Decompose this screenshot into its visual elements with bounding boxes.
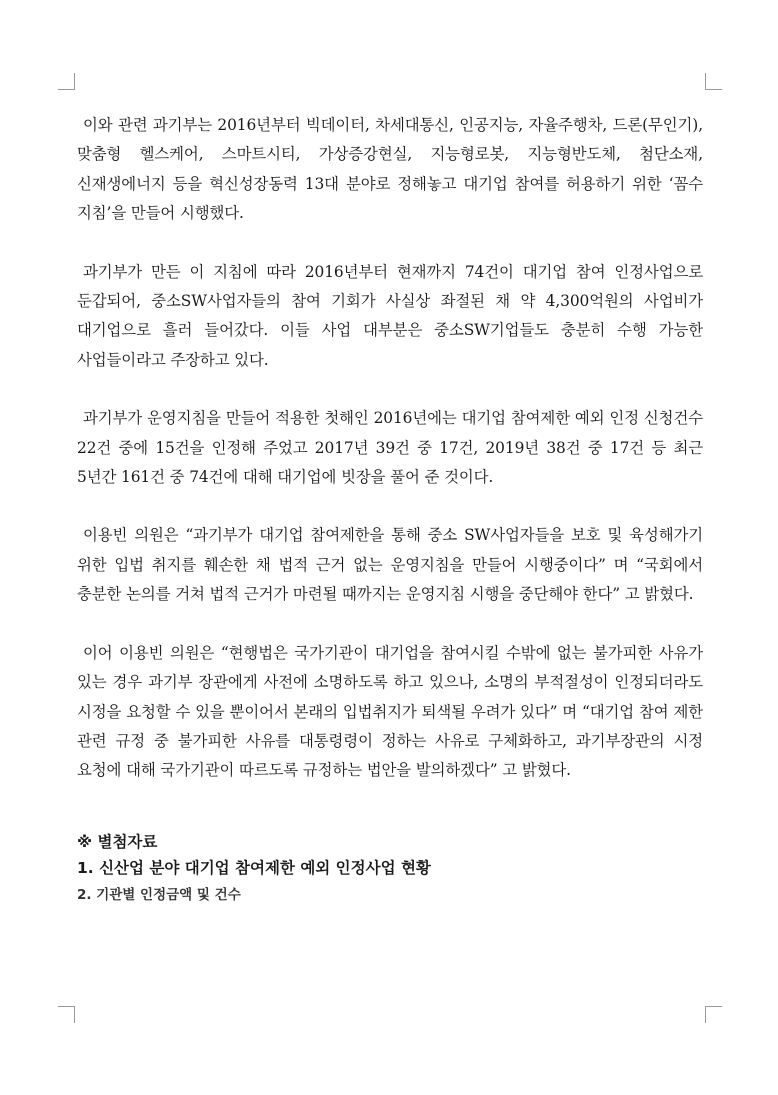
paragraph-5: 이어 이용빈 의원은 “현행법은 국가기관이 대기업을 참여시킬 수밖에 없는 불가피한 사유가 있는 경우 과기부 장관에게 사전에 소명하도록 하고 있으나, 소명의 부적절성이 인정되더라도 시정을 요청할 수 있을 뿐이어서 본래의 입법취지가 퇴색될 우려가 있다” 며 “대기업 참여 제한 관련 규정 중 불가피한 사유를 대통령령이 정하는 사유로 구체화하고, 과기부장관의 시정 요청에 대해 국가기관이 따르도록 규정하는 법안을 발의하겠다” 고 밝혔다. (77, 643, 703, 780)
paragraph-3: 과기부가 운영지침을 만들어 적용한 첫해인 2016년에는 대기업 참여제한 예외 인정 신청건수 22건 중에 15건을 인정해 주었고 2017년 39건 중 17건, 2019년 38건 중 17건 등 최근 5년간 161건 중 74건에 대해 대기업에 빗장을 풀어 준 것이다. (77, 409, 703, 487)
paragraph-2: 과기부가 만든 이 지침에 따라 2016년부터 현재까지 74건이 대기업 참여 인정사업으로 둔갑되어, 중소SW사업자들의 참여 기회가 사실상 좌절된 채 약 4,300억원의 사업비가 대기업으로 흘러 들어갔다. 이들 사업 대부분은 중소SW기업들도 충분히 수행 가능한 사업들이라고 주장하고 있다. (77, 262, 703, 369)
paragraph-1: 이와 관련 과기부는 2016년부터 빅데이터, 차세대통신, 인공지능, 자율주행차, 드론(무인기), 맞춤형 헬스케어, 스마트시티, 가상증강현실, 지능형로봇, 지능형반도체, 첨단소재, 신재생에너지 등을 혁신성장동력 13대 분야로 정해놓고 대기업 참여를 허용하기 위한 ‘꼼수 지침’을 만들어 시행했다. (77, 116, 703, 223)
attachments-title: ※ 별첨자료 (77, 832, 158, 851)
crop-mark-bottom-left (58, 1006, 75, 1023)
attachment-item-1: 1. 신산업 분야 대기업 참여제한 예외 인정사업 현황 (77, 858, 431, 877)
attachments-section (77, 829, 703, 908)
crop-mark-top-right (705, 73, 722, 90)
attachment-item-2: 2. 기관별 인정금액 및 건수 (77, 886, 241, 903)
document-body (77, 111, 703, 908)
paragraph-4: 이용빈 의원은 “과기부가 대기업 참여제한을 통해 중소 SW사업자들을 보호 및 육성해가기 위한 입법 취지를 훼손한 채 법적 근거 없는 운영지침을 만들어 시행중이다” 며 “국회에서 충분한 논의를 거쳐 법적 근거가 마련될 때까지는 운영지침 시행을 중단해야 한다” 고 밝혔다. (77, 526, 703, 604)
crop-mark-bottom-right (705, 1006, 722, 1023)
crop-mark-top-left (58, 73, 75, 90)
